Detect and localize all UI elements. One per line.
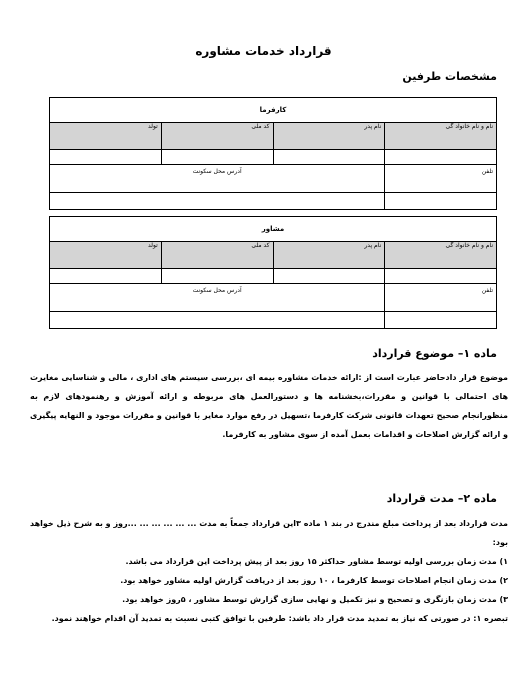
employer-address-field[interactable] — [50, 193, 385, 210]
employer-phone-label: تلفن — [385, 165, 497, 193]
employer-col-name: نام و نام خانواد گی — [385, 123, 497, 150]
article1-text: موضوع قرار دادحاضر عبارت است از :ارائه خدمات مشاوره بیمه ای ،بررسی سیستم های اداری ، مالی و شناسایی مغایرت های احتمالی با قوانین و مقررات،بخشنامه ها و دستورالعمل های مربوطه و ارائه آموزش و رهنمودهای لازم به منظورانجام صحیح تعهدات قانونی شرکت کارفرما ،تسهیل در رفع موارد مغایر با قوانین و مقررات موجود و النهایه پیگیری و ارائه گزارش اصلاحات و اقدامات بعمل آمده از سوی مشاور به کارفرما. — [30, 373, 508, 439]
article2-item-1: ۱) مدت زمان بررسی اولیه توسط مشاور حداکثر ۱۵ روز بعد از پیش پرداخت این قرارداد می باشد. — [125, 557, 508, 566]
employer-birth-field[interactable] — [50, 150, 162, 165]
page-title: قرارداد خدمات مشاوره — [195, 44, 332, 58]
consultant-col-name: نام و نام خانواد گی — [385, 242, 497, 269]
consultant-phone-field[interactable] — [385, 312, 497, 329]
article1-heading: ماده ۱– موضوع قرارداد — [372, 347, 497, 360]
article2-body — [30, 514, 508, 628]
employer-phone-field[interactable] — [385, 193, 497, 210]
employer-father-field[interactable] — [273, 150, 385, 165]
article1-body — [30, 368, 508, 444]
employer-col-birth: تولد — [50, 123, 162, 150]
article2-note: تبصره ۱: در صورتی که نیاز به تمدید مدت قرار داد باشد: طرفین با توافق کتبی نسبت به تمدید آن اقدام خواهند نمود. — [51, 614, 508, 623]
consultant-address-label: آدرس محل سکونت — [50, 284, 385, 312]
consultant-name-field[interactable] — [385, 269, 497, 284]
employer-col-national-code: کد ملی — [161, 123, 273, 150]
consultant-phone-label: تلفن — [385, 284, 497, 312]
employer-address-label: آدرس محل سکونت — [50, 165, 385, 193]
employer-header: کارفرما — [50, 98, 497, 123]
article2-item-2: ۲) مدت زمان انجام اصلاحات توسط کارفرما ، ۱۰ روز بعد از دریافت گزارش اولیه مشاور خواهد بود. — [120, 576, 508, 585]
consultant-col-father: نام پدر — [273, 242, 385, 269]
employer-table — [49, 97, 497, 210]
employer-col-father: نام پدر — [273, 123, 385, 150]
consultant-header: مشاور — [50, 217, 497, 242]
article2-heading: ماده ۲– مدت قرارداد — [386, 492, 497, 505]
consultant-address-field[interactable] — [50, 312, 385, 329]
employer-national-code-field[interactable] — [161, 150, 273, 165]
parties-heading: مشخصات طرفین — [402, 70, 497, 83]
consultant-birth-field[interactable] — [50, 269, 162, 284]
article2-intro: مدت قرارداد بعد از پرداخت مبلغ مندرج در بند ۱ ماده ۳این قرارداد جمعاً به مدت ... ... ... ... ... ...روز و به شرح ذیل خواهد بود: — [30, 519, 509, 547]
consultant-table — [49, 216, 497, 329]
employer-name-field[interactable] — [385, 150, 497, 165]
consultant-national-code-field[interactable] — [161, 269, 273, 284]
consultant-father-field[interactable] — [273, 269, 385, 284]
consultant-col-national-code: کد ملی — [161, 242, 273, 269]
consultant-col-birth: تولد — [50, 242, 162, 269]
article2-item-3: ۳) مدت زمان بازنگری و تصحیح و نیز تکمیل و نهایی سازی گزارش توسط مشاور ، ۵روز خواهد بود. — [122, 595, 508, 604]
